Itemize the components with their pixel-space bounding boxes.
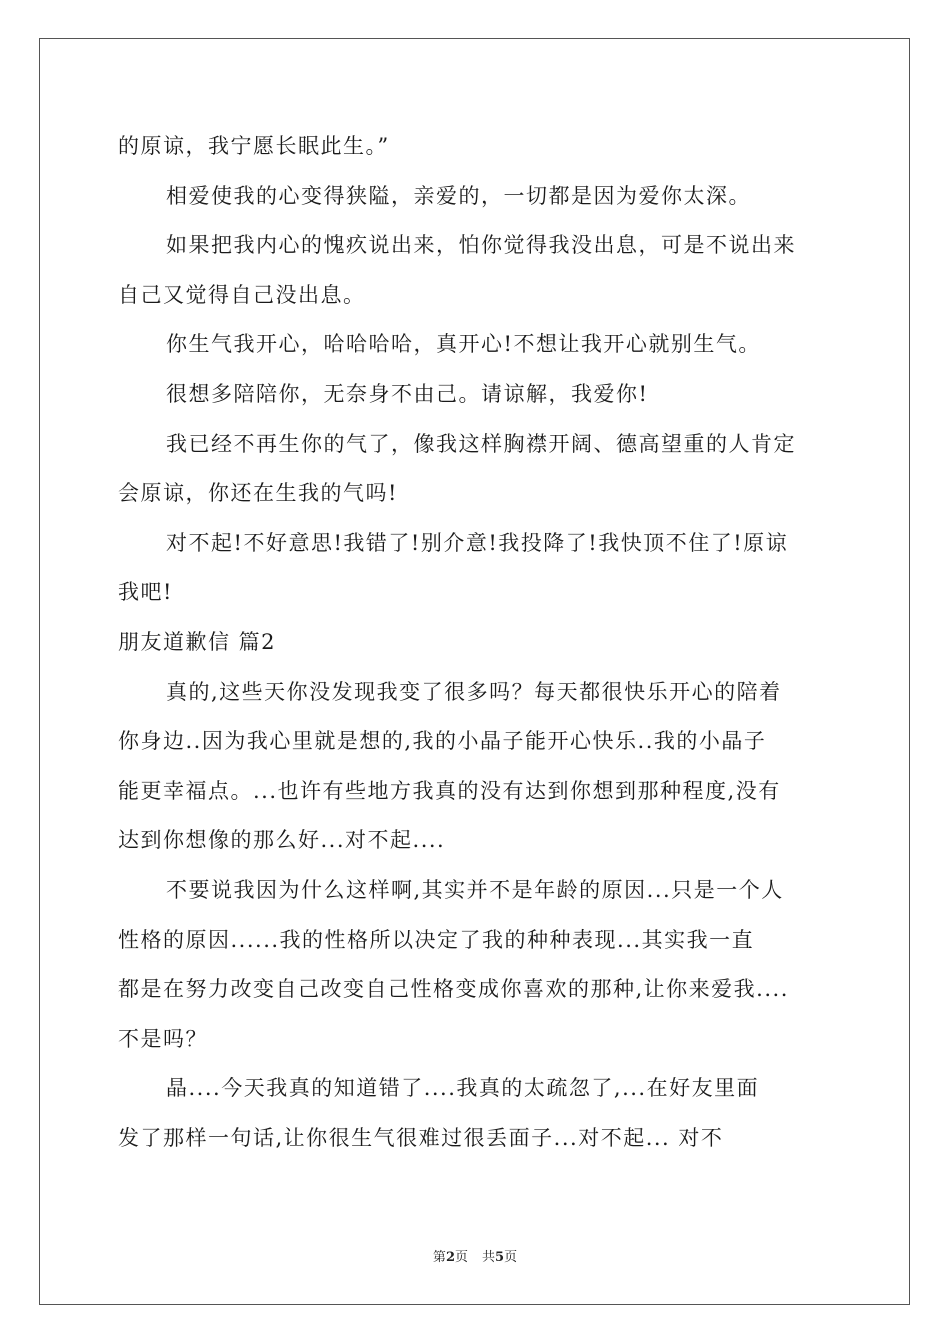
text-line: 我吧!: [118, 580, 173, 605]
text-line: 我已经不再生你的气了，像我这样胸襟开阔、德高望重的人肯定: [166, 431, 796, 456]
text-line: 不是吗？: [118, 1026, 208, 1051]
total-pages: 5: [495, 1250, 505, 1265]
page-number: 2: [445, 1250, 455, 1265]
page-suffix: 页: [454, 1250, 468, 1265]
text-line: 相爱使我的心变得狭隘，亲爱的，一切都是因为爱你太深。: [166, 183, 751, 208]
page-prefix: 第: [432, 1250, 446, 1265]
total-suffix: 页: [504, 1250, 518, 1265]
text-line: 的原谅，我宁愿长眠此生。”: [118, 134, 390, 158]
text-line: 都是在努力改变自己改变自己性格变成你喜欢的那种,让你来爱我....: [118, 977, 789, 1002]
text-line: 发了那样一句话,让你很生气很难过很丢面子...对不起... 对不: [118, 1125, 724, 1150]
text-line: 不要说我因为什么这样啊,其实并不是年龄的原因...只是一个人: [166, 877, 784, 902]
text-line: 如果把我内心的愧疚说出来，怕你觉得我没出息，可是不说出来: [166, 233, 796, 258]
text-line: 很想多陪陪你，无奈身不由己。请谅解，我爱你!: [166, 381, 649, 406]
text-line: 你身边..因为我心里就是想的,我的小晶子能开心快乐..我的小晶子: [118, 729, 767, 754]
total-prefix: 共: [482, 1250, 496, 1265]
text-line: 你生气我开心，哈哈哈哈，真开心!不想让我开心就别生气。: [166, 332, 761, 357]
text-line: 达到你想像的那么好...对不起....: [118, 828, 446, 853]
text-line: 真的,这些天你没发现我变了很多吗？每天都很快乐开心的陪着: [166, 679, 782, 704]
document-body: [118, 122, 838, 1163]
text-line: 性格的原因......我的性格所以决定了我的种种表现...其实我一直: [118, 927, 755, 952]
section-heading: 朋友道歉信 篇2: [118, 629, 277, 654]
page-footer: [0, 1246, 950, 1265]
text-line: 自己又觉得自己没出息。: [118, 282, 366, 307]
text-line: 会原谅，你还在生我的气吗!: [118, 481, 398, 506]
text-line: 晶....今天我真的知道错了....我真的太疏忽了,...在好友里面: [166, 1076, 760, 1101]
text-line: 能更幸福点。...也许有些地方我真的没有达到你想到那种程度,没有: [118, 778, 781, 803]
text-line: 对不起!不好意思!我错了!别介意!我投降了!我快顶不住了!原谅: [166, 530, 789, 555]
